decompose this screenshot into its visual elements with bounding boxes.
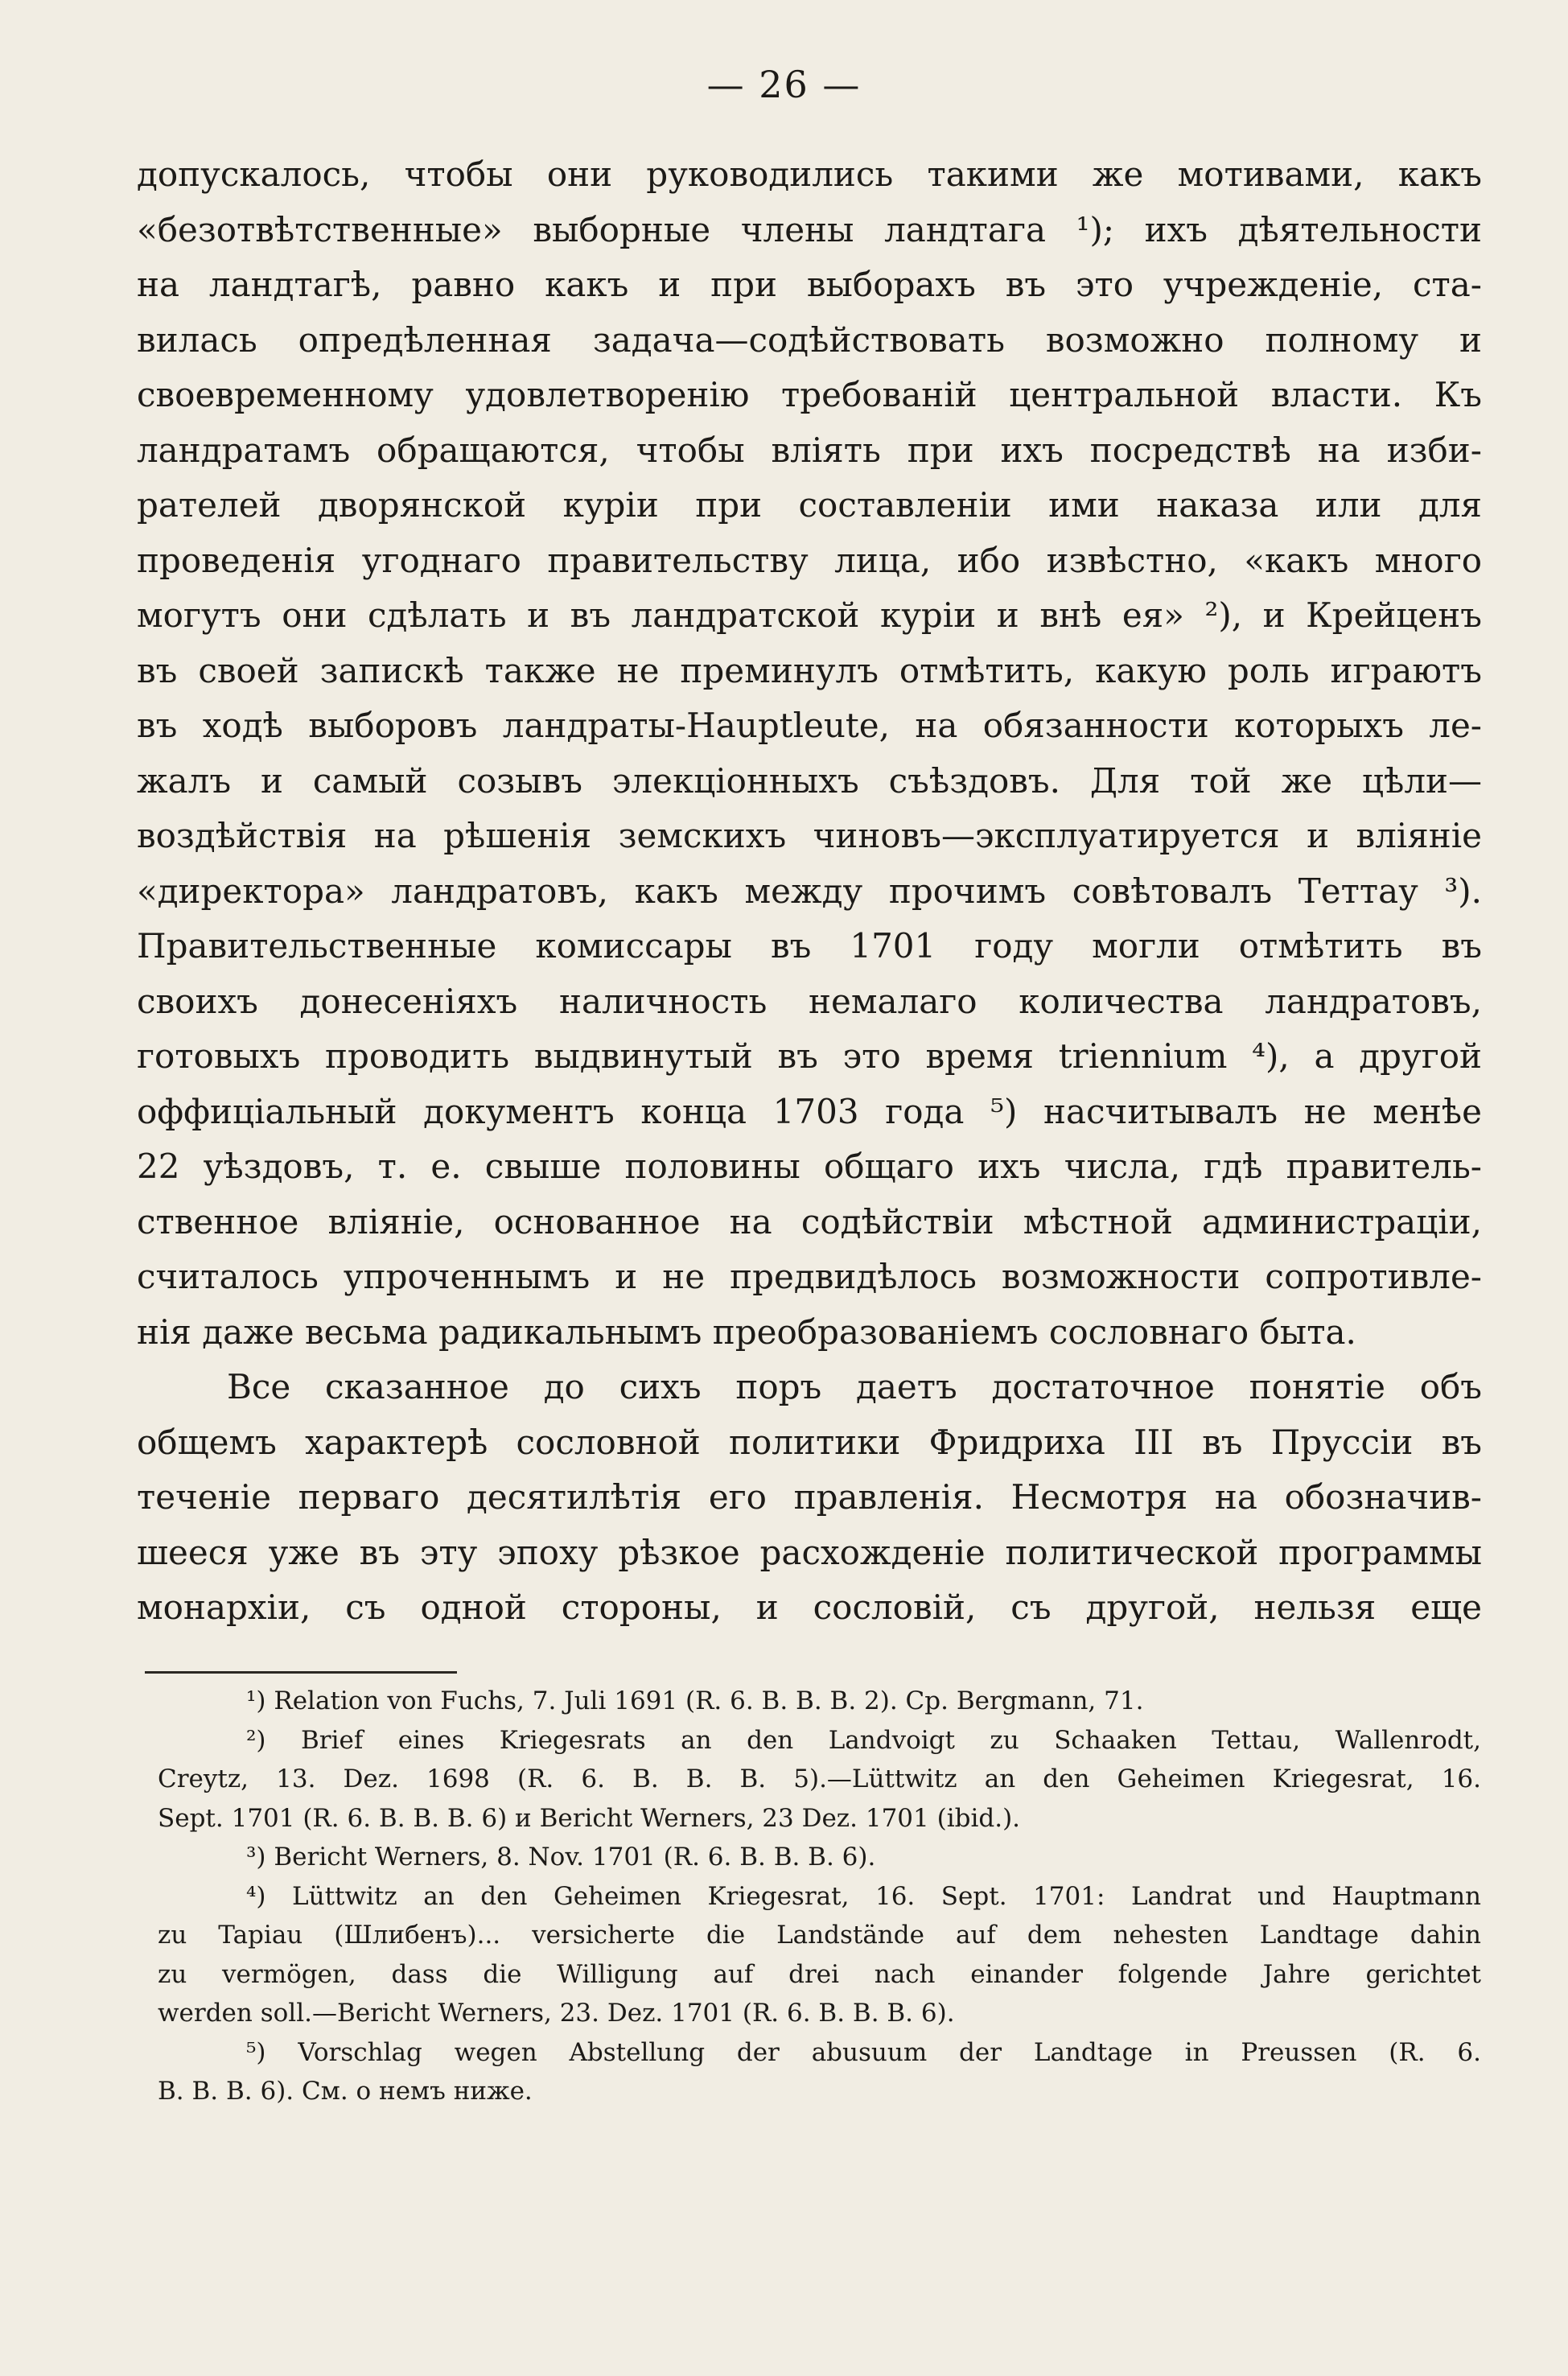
text-line: рателей дворянской куріи при составленіи ими наказа или для xyxy=(137,485,1482,525)
text-line: нія даже весьма радикальнымъ преобразованіемъ сословнаго быта. xyxy=(137,1312,1356,1352)
text-line: монархіи, съ одной стороны, и сословій, съ другой, нельзя еще xyxy=(137,1587,1482,1627)
text-line: допускалось, чтобы они руководились такими же мотивами, какъ xyxy=(137,154,1482,194)
footnote-line: ³) Bericht Werners, 8. Nov. 1701 (R. 6. B. B. B. 6). xyxy=(246,1843,876,1872)
footnote-line: zu Tapiau (Шлибенъ)... versicherte die Landstände auf dem nehesten Landtage dahin xyxy=(158,1921,1481,1950)
footnote-line: ²) Brief eines Kriegesrats an den Landvoigt zu Schaaken Tettau, Wallenrodt, xyxy=(246,1725,1481,1755)
text-line: Все сказанное до сихъ поръ даетъ достаточное понятіе объ xyxy=(227,1367,1482,1406)
text-line: своевременному удовлетворенію требованій центральной власти. Къ xyxy=(137,375,1482,414)
text-line: въ ходѣ выборовъ ландраты-Hauptleute, на обязанности которыхъ ле- xyxy=(137,706,1482,745)
text-line: теченіе перваго десятилѣтія его правленія. Несмотря на обозначив- xyxy=(137,1477,1482,1517)
footnote-line: werden soll.—Bericht Werners, 23. Dez. 1701 (R. 6. B. B. B. 6). xyxy=(158,1999,955,2028)
text-line: ственное вліяніе, основанное на содѣйствіи мѣстной администраціи, xyxy=(137,1201,1482,1242)
text-line: могутъ они сдѣлать и въ ландратской куріи и внѣ ея» ²), и Крейценъ xyxy=(137,595,1482,635)
text-line: Правительственные комиссары въ 1701 году могли отмѣтить въ xyxy=(137,926,1482,966)
footnote-line: ¹) Relation von Fuchs, 7. Juli 1691 (R. 6. B. B. B. 2). Ср. Bergmann, 71. xyxy=(246,1686,1144,1715)
text-line: шееся уже въ эту эпоху рѣзкое расхожденіе политической программы xyxy=(137,1532,1482,1572)
text-line: воздѣйствія на рѣшенія земскихъ чиновъ—эксплуатируется и вліяніе xyxy=(137,816,1482,855)
text-line: ландратамъ обращаются, чтобы вліять при ихъ посредствѣ на изби- xyxy=(137,430,1482,470)
text-line: на ландтагѣ, равно какъ и при выборахъ въ это учрежденіе, ста- xyxy=(137,265,1482,304)
text-line: «безотвѣтственные» выборные члены ландтага ¹); ихъ дѣятельности xyxy=(137,209,1482,249)
footnotes xyxy=(158,1682,1481,2111)
page-number: — 26 — xyxy=(706,63,862,106)
footnote-line: ⁴) Lüttwitz an den Geheimen Kriegesrat, 16. Sept. 1701: Landrat und Hauptmann xyxy=(246,1881,1481,1911)
text-line: проведенія угоднаго правительству лица, ибо извѣстно, «какъ много xyxy=(137,540,1482,580)
text-line: вилась опредѣленная задача—содѣйствовать возможно полному и xyxy=(137,319,1482,360)
footnote-line: B. B. B. 6). См. о немъ ниже. xyxy=(158,2077,533,2106)
text-line: своихъ донесеніяхъ наличность немалаго количества ландратовъ, xyxy=(137,981,1482,1021)
footnote-line: ⁵) Vorschlag wegen Abstellung der abusuum der Landtage in Preussen (R. 6. xyxy=(246,2037,1481,2067)
text-line: готовыхъ проводить выдвинутый въ это время triennium ⁴), а другой xyxy=(137,1036,1482,1076)
text-line: общемъ характерѣ сословной политики Фридриха III въ Пруссіи въ xyxy=(137,1422,1482,1462)
footnote-line: zu vermögen, dass die Willigung auf drei nach einander folgende Jahre gerichtet xyxy=(158,1959,1481,1989)
footnote-line: Creytz, 13. Dez. 1698 (R. 6. B. B. B. 5).—Lüttwitz an den Geheimen Kriegesrat, 16. xyxy=(158,1764,1481,1793)
text-line: оффиціальный документъ конца 1703 года ⁵) насчитывалъ не менѣе xyxy=(137,1091,1482,1131)
text-line: въ своей запискѣ также не преминулъ отмѣтить, какую роль играютъ xyxy=(137,650,1482,690)
footnote-divider xyxy=(145,1671,457,1674)
main-text xyxy=(137,147,1482,1636)
text-line: считалось упроченнымъ и не предвидѣлось возможности сопротивле- xyxy=(137,1257,1482,1296)
text-line: «директора» ландратовъ, какъ между прочимъ совѣтовалъ Теттау ³). xyxy=(137,871,1482,911)
text-line: 22 уѣздовъ, т. е. свыше половины общаго ихъ числа, гдѣ правитель- xyxy=(137,1147,1482,1186)
text-line: жалъ и самый созывъ элекціонныхъ съѣздовъ. Для той же цѣли— xyxy=(137,760,1482,801)
footnote-line: Sept. 1701 (R. 6. B. B. B. 6) и Bericht Werners, 23 Dez. 1701 (ibid.). xyxy=(158,1803,1021,1833)
